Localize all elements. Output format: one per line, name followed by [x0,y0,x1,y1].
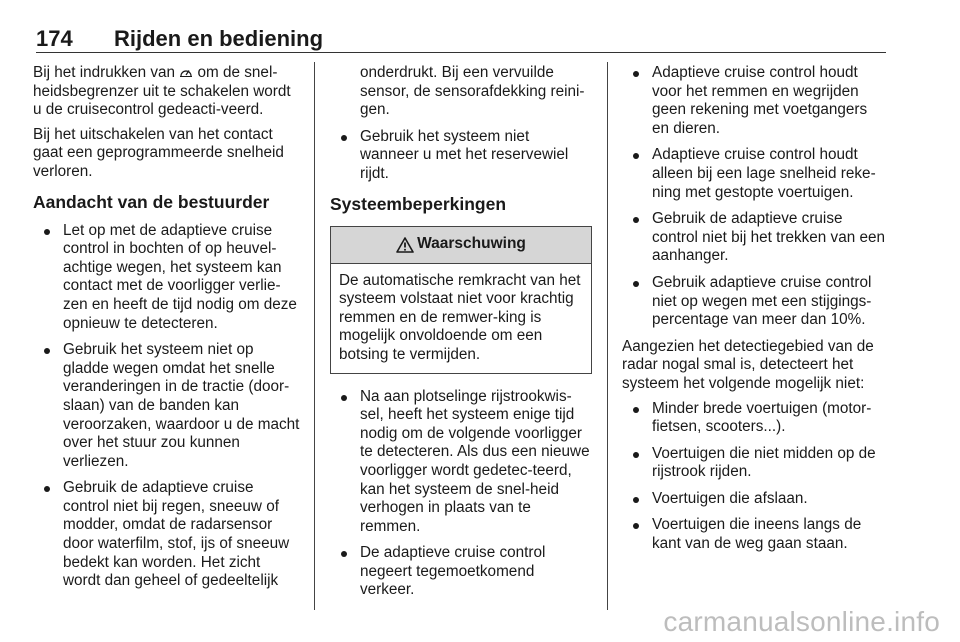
section-heading: Systeembeperkingen [330,193,507,214]
list-item: Adaptieve cruise control houdt alleen bij een lage snelheid reke-ning met gestopte voertuigen. [622,146,888,202]
list-item: Voertuigen die niet midden op de rijstrook rijden. [622,445,888,482]
list-item: Na aan plotselinge rijstrookwis-sel, heeft het systeem enige tijd nodig om de volgende voorligger te detecteren. Als dus een nieuwe voorligger wordt gedetec-teerd, kan het systeem de snel-heid verhogen in plaats van te remmen. [330,388,592,537]
bullet-list [33,222,301,591]
warning-triangle-icon [396,237,414,253]
bullet-list [330,388,592,601]
bullet-list [330,128,592,184]
list-item: Gebruik de adaptieve cruise control niet bij regen, sneeuw of modder, omdat de radarsensor door waterfilm, stof, ijs of sneeuw bedekt kan worden. Het zicht wordt dan geheel of gedeeltelijk [33,479,301,591]
warning-header [331,227,591,264]
list-item: Adaptieve cruise control houdt voor het remmen en wegrijden geen rekening met voetgangers en dieren. [622,64,888,138]
column-1 [33,64,301,599]
column-2 [330,64,592,608]
page-number: 174 [36,26,73,51]
section-heading: Aandacht van de bestuurder [33,191,270,212]
intro-paragraph: Bij het indrukken van om de snel-heidsbegrenzer uit te schakelen wordt u de cruisecontrol gedeacti-veerd. [33,64,291,119]
bullet-list [622,64,888,330]
list-item: De adaptieve cruise control negeert tegemoetkomend verkeer. [330,544,592,600]
bullet-list [622,400,888,554]
ignition-paragraph: Bij het uitschakelen van het contact gaat een geprogrammeerde snelheid verloren. [33,125,284,180]
list-item: Let op met de adaptieve cruise control in bochten of op heuvel-achtige wegen, het systeem kan contact met de voorligger verlie-zen en heeft de tijd nodig om deze opnieuw te detecteren. [33,222,301,334]
speed-limiter-icon [179,66,193,78]
list-item: Minder brede voertuigen (motor-fietsen, scooters...). [622,400,888,437]
detection-paragraph: Aangezien het detectiegebied van de radar nogal smal is, detecteert het systeem het volgende mogelijk niet: [622,337,874,392]
chapter-title: Rijden en bediening [114,26,324,51]
column-divider [607,62,608,610]
warning-text: De automatische remkracht van het systeem volstaat niet voor krachtig remmen en de remwer-king is mogelijk onvoldoende om een botsing te vermijden. [339,271,581,363]
page-header [36,24,886,53]
watermark: carmanualsonline.info [663,606,940,637]
list-item: Gebruik het systeem niet wanneer u met het reservewiel rijdt. [330,128,592,184]
column-3 [622,64,888,562]
warning-title: Waarschuwing [417,235,526,253]
column-divider [314,62,315,610]
list-item: Gebruik de adaptieve cruise control niet bij het trekken van een aanhanger. [622,210,888,266]
warning-box [330,226,592,374]
list-item: Gebruik adaptieve cruise control niet op wegen met een stijgings-percentage van meer dan 10%. [622,274,888,330]
list-item: Voertuigen die ineens langs de kant van de weg gaan staan. [622,516,888,553]
list-item: Gebruik het systeem niet op gladde wegen omdat het snelle veranderingen in de tractie (door-slaan) van de banden kan veroorzaken, waardoor u de macht over het stuur zou kunnen verliezen. [33,341,301,471]
list-item: Voertuigen die afslaan. [622,490,888,509]
list-item-continuation: onderdrukt. Bij een vervuilde sensor, de sensorafdekking reini-gen. [360,64,585,119]
